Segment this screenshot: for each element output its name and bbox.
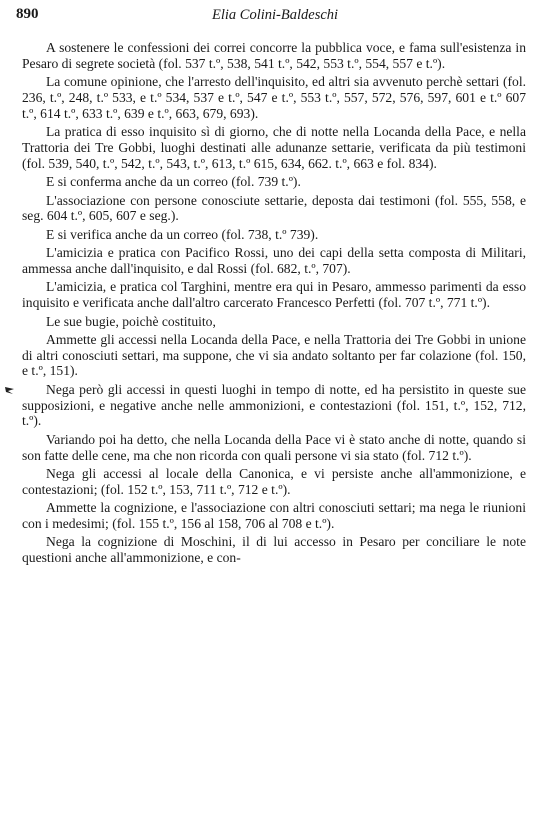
margin-mark-icon [4, 384, 16, 396]
paragraph: Ammette gli accessi nella Locanda della Pace, e nella Trattoria dei Tre Gobbi in unione di altri conosciuti settari, ma suppone, che vi sia andato soltanto per far colazione (fol. 150, e t.º, 151). [22, 331, 526, 379]
paragraph: Ammette la cognizione, e l'associazione con altri conosciuti settari; ma nega le riunioni con i medesimi; (fol. 155 t.º, 156 al 158, 706 al 708 e t.º). [22, 500, 526, 532]
paragraph: L'associazione con persone conosciute settarie, deposta dai testimoni (fol. 555, 558, e seg. 604 t.º, 605, 607 e seg.). [22, 192, 526, 224]
paragraph: Nega la cognizione di Moschini, il di lui accesso in Pesaro per conciliare le note questioni anche all'ammonizione, e con- [22, 534, 526, 566]
paragraph: Variando poi ha detto, che nella Locanda della Pace vi è stato anche di notte, quando si son fatte delle cene, ma che non ricorda con quali persone vi sia stato (fol. 712 t.º). [22, 431, 526, 463]
paragraph: A sostenere le confessioni dei correi concorre la pubblica voce, e fama sull'esistenza in Pesaro di segrete società (fol. 537 t.º, 538, 541 t.º, 542, 553 t.º, 554, 557 e t.º). [22, 40, 526, 71]
paragraph: L'amicizia, e pratica col Targhini, mentre era qui in Pesaro, ammesso parimenti da esso inquisito e verificata anche dall'altro carcerato Francesco Perfetti (fol. 707 t.º, 771 t.º). [22, 279, 526, 311]
page-header [0, 6, 550, 26]
paragraph: La pratica di esso inquisito sì di giorno, che di notte nella Locanda della Pace, e nella Trattoria dei Tre Gobbi, luoghi destinati alle adunanze settarie, verificata da più testimoni (fol. 539, 540, t.º, 542, t.º, 543, t.º, 613, t.º 615, 634, 662. t.º, 663 e fol. 834). [22, 124, 526, 171]
paragraph: E si conferma anche da un correo (fol. 739 t.º). [46, 174, 301, 190]
page-number: 890 [16, 6, 39, 22]
paragraph: Le sue bugie, poichè costituito, [46, 313, 216, 329]
running-head: Elia Colini-Baldeschi [212, 7, 339, 23]
paragraph: E si verifica anche da un correo (fol. 738, t.º 739). [46, 226, 319, 242]
body-text [22, 40, 526, 566]
paragraph: L'amicizia e pratica con Pacifico Rossi, uno dei capi della setta composta di Militari, ammessa anche dall'inquisito, e dal Rossi (fol. 682, t.º, 707). [22, 245, 526, 276]
paragraph: La comune opinione, che l'arresto dell'inquisito, ed altri sia avvenuto perchè settari (fol. 236, t.º, 248, t.º 533, e t.º 534, 537 e t.º, 547 e t.º, 553 t.º, 557, 572, 576, 597, 601 e t.º 607 t.º, 614 t.º, 633 t.º, 639 e t.º, 663, 679, 693). [22, 74, 526, 121]
paragraph: Nega però gli accessi in questi luoghi in tempo di notte, ed ha persistito in queste sue supposizioni, e negative anche nelle ammonizioni, e contestazioni (fol. 151, t.º, 152, 712, t.º). [22, 381, 526, 429]
paragraph: Nega gli accessi al locale della Canonica, e vi persiste anche all'ammonizione, e contestazioni; (fol. 152 t.º, 153, 711 t.º, 712 e t.º). [22, 466, 526, 497]
